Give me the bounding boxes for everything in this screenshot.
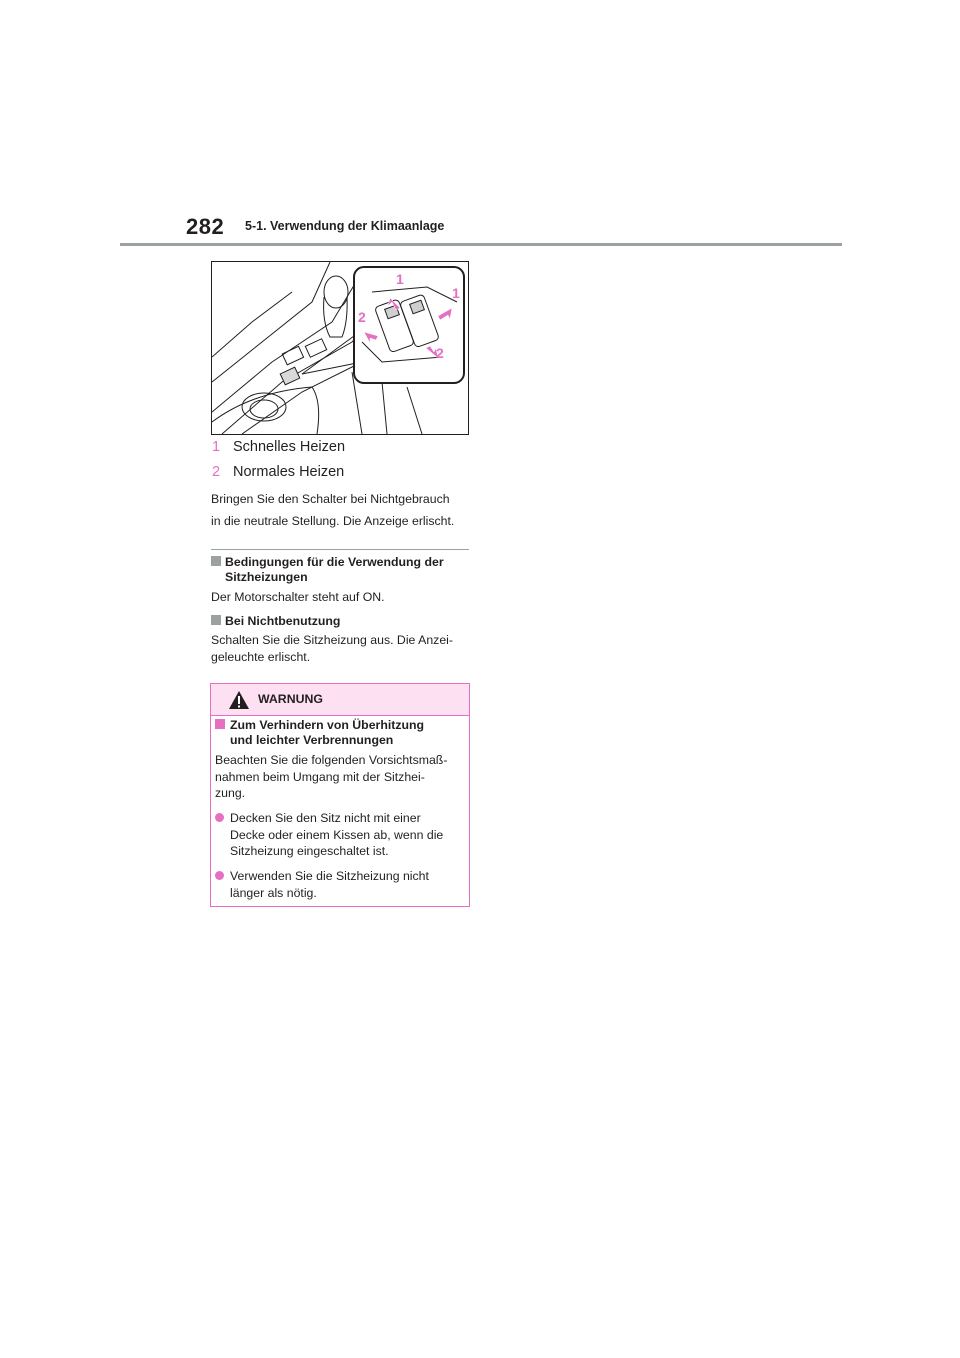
warning-bullet <box>215 868 467 901</box>
bullet-line: Sitzheizung eingeschaltet ist. <box>230 844 389 858</box>
warning-label: WARNUNG <box>258 692 323 706</box>
section-heading <box>211 614 469 629</box>
header-divider <box>120 243 842 246</box>
heading-text: Bedingungen für die Verwendung der <box>225 555 444 569</box>
section-text: Der Motorschalter steht auf ON. <box>211 590 385 604</box>
callout-2-bottom: 2 <box>436 345 444 361</box>
legend-item <box>212 464 344 480</box>
heading-text: und leichter Verbrennungen <box>230 733 394 747</box>
bullet-line: länger als nötig. <box>230 885 317 900</box>
section-heading <box>211 555 469 585</box>
heading-text: Sitzheizungen <box>225 570 308 584</box>
seat-heater-switch-illustration <box>211 261 469 435</box>
intro-line: nahmen beim Umgang mit der Sitzhei- <box>215 769 425 784</box>
bullet-line: Decke oder einem Kissen ab, wenn die <box>230 827 444 842</box>
warning-heading <box>215 718 424 748</box>
page-number: 282 <box>186 214 225 239</box>
callout-1-top: 1 <box>396 271 404 287</box>
warning-triangle-icon <box>228 690 250 710</box>
bullet-line: Decken Sie den Sitz nicht mit einer <box>230 811 421 825</box>
bullet-line: Verwenden Sie die Sitzheizung nicht <box>230 869 429 883</box>
square-bullet-icon <box>211 615 221 625</box>
console-drawing <box>212 262 468 434</box>
legend-number: 1 <box>212 439 221 455</box>
warning-box <box>210 683 470 907</box>
callout-1-right: 1 <box>452 285 460 301</box>
instruction-line: in die neutrale Stellung. Die Anzeige erlischt. <box>211 514 455 528</box>
warning-intro <box>215 752 467 802</box>
heading-text: Bei Nichtbenutzung <box>225 614 341 628</box>
legend-number: 2 <box>212 464 221 480</box>
legend-item <box>212 439 345 455</box>
callout-2-left: 2 <box>358 309 366 325</box>
instruction-line: Bringen Sie den Schalter bei Nichtgebrauch <box>211 492 450 506</box>
legend-label: Schnelles Heizen <box>233 439 346 455</box>
round-bullet-icon <box>215 813 224 822</box>
square-bullet-icon <box>215 719 225 729</box>
round-bullet-icon <box>215 871 224 880</box>
warning-header <box>211 684 469 716</box>
section-text: Schalten Sie die Sitzheizung aus. Die Anzei- <box>211 633 453 647</box>
square-bullet-icon <box>211 556 221 566</box>
section-divider <box>211 549 469 550</box>
intro-line: zung. <box>215 786 246 800</box>
warning-bullet <box>215 810 467 860</box>
section-text: geleuchte erlischt. <box>211 650 311 664</box>
intro-line: Beachten Sie die folgenden Vorsichtsmaß- <box>215 753 448 767</box>
heading-text: Zum Verhindern von Überhitzung <box>230 718 425 732</box>
legend-label: Normales Heizen <box>233 464 345 480</box>
section-title: 5-1. Verwendung der Klimaanlage <box>245 219 445 233</box>
